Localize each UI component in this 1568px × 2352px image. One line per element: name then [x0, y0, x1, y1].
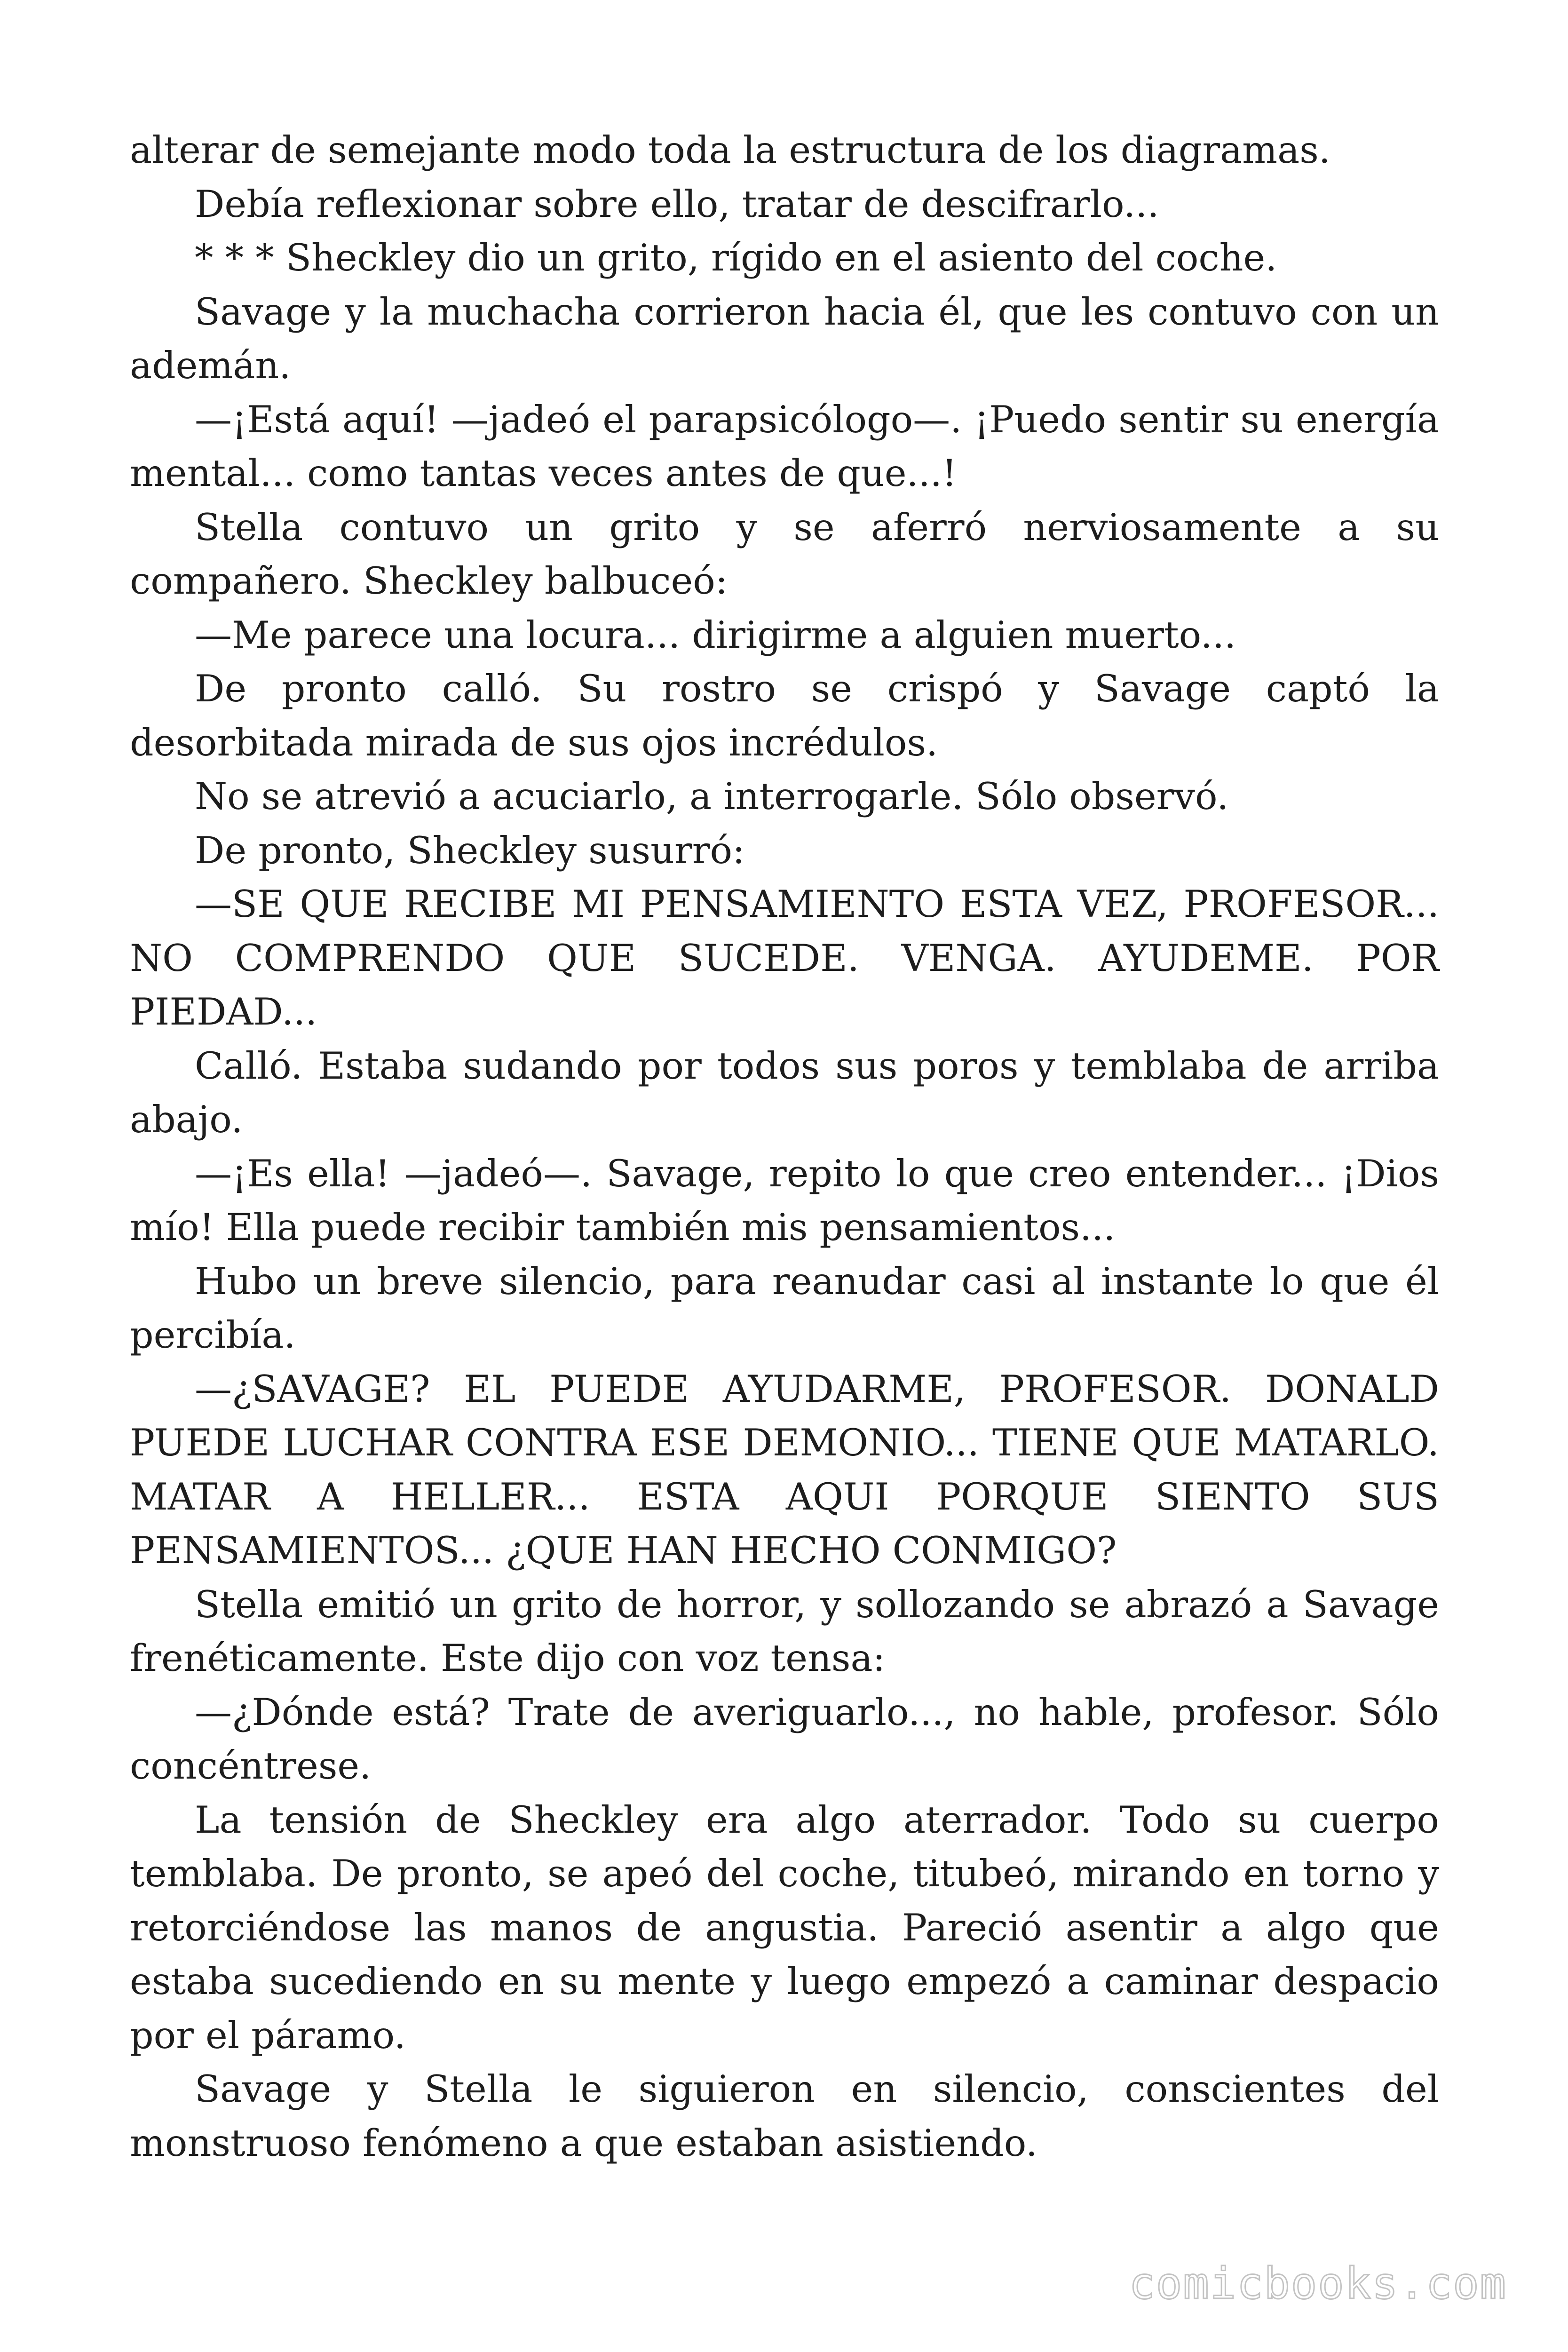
paragraph: Debía reflexionar sobre ello, tratar de descifrarlo... [195, 182, 1159, 226]
paragraph: alterar de semejante modo toda la estructura de los diagramas. [130, 128, 1330, 172]
paragraph: —¿Dónde está? Trate de averiguarlo..., no hable, profesor. Sólo concéntrese. [130, 1690, 1439, 1788]
paragraph: —¿SAVAGE? EL PUEDE AYUDARME, PROFESOR. DONALD PUEDE LUCHAR CONTRA ESE DEMONIO... TIENE QUE MATARLO. MATAR A HELLER... ESTA AQUI PORQUE SIENTO SUS PENSAMIENTOS... ¿QUE HAN HECHO CONMIGO? [130, 1367, 1439, 1572]
paragraph: De pronto calló. Su rostro se crispó y Savage captó la desorbitada mirada de sus ojos incrédulos. [130, 667, 1439, 764]
page-body [130, 123, 1439, 2170]
paragraph: Stella emitió un grito de horror, y sollozando se abrazó a Savage frenéticamente. Este dijo con voz tensa: [130, 1582, 1439, 1680]
paragraph: —¡Está aquí! —jadeó el parapsicólogo—. ¡Puedo sentir su energía mental... como tantas veces antes de que...! [130, 397, 1439, 495]
paragraph: La tensión de Sheckley era algo aterrador. Todo su cuerpo temblaba. De pronto, se apeó del coche, titubeó, mirando en torno y retorciéndose las manos de angustia. Pareció asentir a algo que estaba sucediendo en su mente y luego empezó a caminar despacio por el páramo. [130, 1798, 1439, 2057]
paragraph: No se atrevió a acuciarlo, a interrogarle. Sólo observó. [195, 775, 1229, 818]
paragraph: De pronto, Sheckley susurró: [195, 828, 745, 872]
paragraph: Stella contuvo un grito y se aferró nerviosamente a su compañero. Sheckley balbuceó: [130, 505, 1439, 603]
paragraph: —SE QUE RECIBE MI PENSAMIENTO ESTA VEZ, PROFESOR... NO COMPRENDO QUE SUCEDE. VENGA. AYUDEME. POR PIEDAD... [130, 882, 1439, 1033]
paragraph: Hubo un breve silencio, para reanudar casi al instante lo que él percibía. [130, 1259, 1439, 1357]
paragraph: Savage y Stella le siguieron en silencio, conscientes del monstruoso fenómeno a que estaban asistiendo. [130, 2067, 1439, 2165]
paragraph: —Me parece una locura... dirigirme a alguien muerto... [195, 613, 1236, 657]
paragraph: Savage y la muchacha corrieron hacia él, que les contuvo con un ademán. [130, 290, 1439, 387]
paragraph: * * * Sheckley dio un grito, rígido en el asiento del coche. [195, 236, 1277, 279]
watermark: comicbooks.com [1129, 2258, 1507, 2309]
paragraph: —¡Es ella! —jadeó—. Savage, repito lo que creo entender... ¡Dios mío! Ella puede recibir también mis pensamientos... [130, 1152, 1439, 1249]
paragraph: Calló. Estaba sudando por todos sus poros y temblaba de arriba abajo. [130, 1044, 1439, 1141]
